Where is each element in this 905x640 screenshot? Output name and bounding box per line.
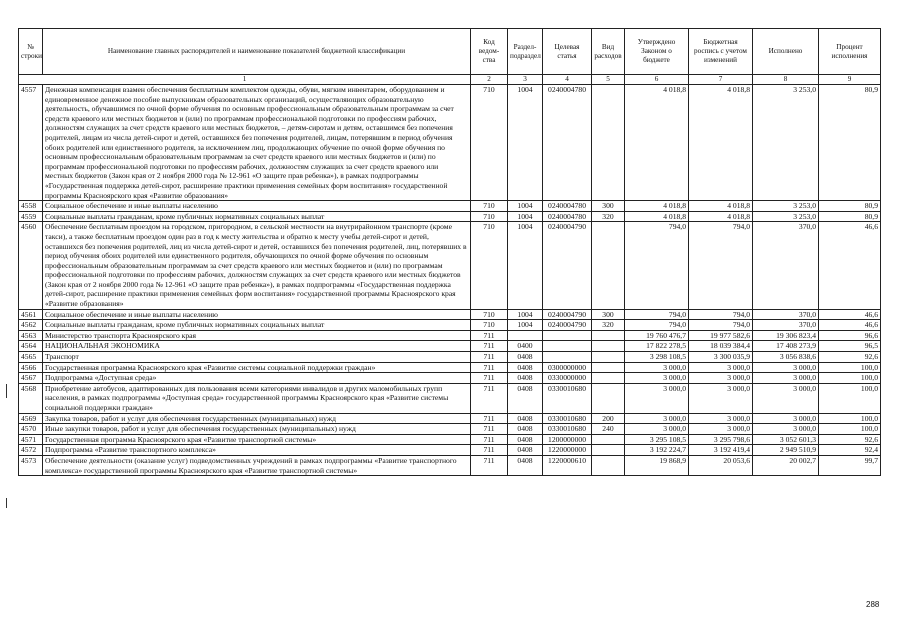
budget-execution-table: [18, 28, 881, 476]
table-row: [19, 362, 881, 373]
table-row: [19, 352, 881, 363]
approved-amount: 794,0: [625, 222, 689, 309]
table-row: [19, 320, 881, 331]
table-row: [19, 330, 881, 341]
dept-code: 711: [471, 424, 508, 435]
target-code: [543, 330, 592, 341]
binding-mark: [6, 384, 7, 398]
target-code: 0300000000: [543, 362, 592, 373]
column-number: 5: [592, 75, 625, 85]
column-number: 8: [753, 75, 819, 85]
header-section: Раздел-подраздел: [508, 29, 543, 75]
budget-list-amount: 3 300 035,9: [689, 352, 753, 363]
dept-code: 710: [471, 320, 508, 331]
table-row: [19, 424, 881, 435]
header-budget-list: Бюджетная роспись с учетом изменений: [689, 29, 753, 75]
approved-amount: 19 868,9: [625, 455, 689, 475]
section-code: 1004: [508, 211, 543, 222]
dept-code: 710: [471, 211, 508, 222]
row-number: 4557: [19, 85, 43, 201]
execution-percent: 100,0: [819, 373, 881, 384]
budget-list-amount: 3 000,0: [689, 413, 753, 424]
execution-percent: 100,0: [819, 383, 881, 413]
row-name: Транспорт: [43, 352, 471, 363]
execution-percent: 100,0: [819, 362, 881, 373]
expense-type-code: [592, 222, 625, 309]
target-code: 0240004780: [543, 85, 592, 201]
target-code: [543, 341, 592, 352]
expense-type-code: [592, 362, 625, 373]
row-number: 4565: [19, 352, 43, 363]
table-row: [19, 201, 881, 212]
row-number: 4566: [19, 362, 43, 373]
dept-code: 711: [471, 455, 508, 475]
section-code: 0408: [508, 373, 543, 384]
budget-list-amount: 4 018,8: [689, 211, 753, 222]
execution-percent: 100,0: [819, 424, 881, 435]
approved-amount: 3 000,0: [625, 383, 689, 413]
expense-type-code: [592, 455, 625, 475]
target-code: 0240004790: [543, 320, 592, 331]
row-number: 4558: [19, 201, 43, 212]
approved-amount: 17 822 278,5: [625, 341, 689, 352]
budget-list-amount: 19 977 582,6: [689, 330, 753, 341]
executed-amount: 3 253,0: [753, 211, 819, 222]
row-name: Иные закупки товаров, работ и услуг для обеспечения государственных (муниципальных) нужд: [43, 424, 471, 435]
budget-list-amount: 3 000,0: [689, 373, 753, 384]
dept-code: 711: [471, 341, 508, 352]
row-name: Социальные выплаты гражданам, кроме публичных нормативных социальных выплат: [43, 320, 471, 331]
approved-amount: 3 000,0: [625, 413, 689, 424]
row-number: 4572: [19, 445, 43, 456]
header-executed: Исполнено: [753, 29, 819, 75]
header-target-item: Целевая статья: [543, 29, 592, 75]
row-number: 4563: [19, 330, 43, 341]
row-name: НАЦИОНАЛЬНАЯ ЭКОНОМИКА: [43, 341, 471, 352]
execution-percent: 92,6: [819, 352, 881, 363]
section-code: 1004: [508, 320, 543, 331]
row-number: 4570: [19, 424, 43, 435]
table-row: [19, 413, 881, 424]
row-name: Подпрограмма «Доступная среда»: [43, 373, 471, 384]
target-code: 0240004780: [543, 201, 592, 212]
row-name: Приобретение автобусов, адаптированных для пользования всеми категориями инвалидов и других маломобильных групп населения, в рамках подпрограммы «Доступная среда» государственной программы Красноярского края «Развитие системы социальной поддержки граждан»: [43, 383, 471, 413]
table-row: [19, 85, 881, 201]
row-name: Министерство транспорта Красноярского края: [43, 330, 471, 341]
dept-code: 710: [471, 201, 508, 212]
execution-percent: 46,6: [819, 309, 881, 320]
table-row: [19, 445, 881, 456]
row-number: 4560: [19, 222, 43, 309]
target-code: 1200000000: [543, 434, 592, 445]
row-name: Социальное обеспечение и иные выплаты населению: [43, 309, 471, 320]
expense-type-code: [592, 85, 625, 201]
executed-amount: 3 000,0: [753, 424, 819, 435]
row-name: Денежная компенсация взамен обеспечения бесплатным комплектом одежды, обуви, мягким инвентарем, оборудованием и единовременное денежное пособие выпускникам образовательных организаций, осуществляющих образовательную деятельность, обучавшимся по очной форме обучения по основным профессиональным образовательным программам за счет средств краевого или местных бюджетов и (или) по программам профессиональной подготовки по профессиям рабочих, должностям служащих за счет средств краевого или местных бюджетов, – детям-сиротам и детям, оставшимся без попечения родителей, лицам из числа детей-сирот и детей, оставшихся без попечения родителей, лицам, потерявшим в период обучения обоих родителей или единственного родителя, за исключением лиц, продолжающих обучение по очной форме обучения по основным профессиональным образовательным программам за счет средств краевого или местных бюджетов и (или) по программам профессиональной подготовки по профессиям рабочих, должностям служащих за счет средств краевого или местных бюджетов (Закон края от 2 ноября 2000 года № 12-961 «О защите прав ребенка»), в рамках подпрограммы «Государственная поддержка детей-сирот, расширение практики применения семейных форм воспитания» государственной программы Красноярского края «Развитие образования»: [43, 85, 471, 201]
approved-amount: 3 295 108,5: [625, 434, 689, 445]
budget-list-amount: 794,0: [689, 222, 753, 309]
header-dept-code: Код ведом-ства: [471, 29, 508, 75]
row-number: 4571: [19, 434, 43, 445]
execution-percent: 99,7: [819, 455, 881, 475]
expense-type-code: [592, 341, 625, 352]
approved-amount: 3 298 108,5: [625, 352, 689, 363]
executed-amount: 3 253,0: [753, 201, 819, 212]
dept-code: 711: [471, 445, 508, 456]
executed-amount: 2 949 510,9: [753, 445, 819, 456]
column-number-row: [19, 75, 881, 85]
section-code: 0408: [508, 424, 543, 435]
section-code: 0408: [508, 352, 543, 363]
dept-code: 711: [471, 373, 508, 384]
column-number: 6: [625, 75, 689, 85]
budget-list-amount: 3 000,0: [689, 362, 753, 373]
expense-type-code: 320: [592, 320, 625, 331]
executed-amount: 370,0: [753, 309, 819, 320]
header-row-number: № строки: [19, 29, 43, 75]
section-code: 1004: [508, 309, 543, 320]
section-code: 1004: [508, 222, 543, 309]
approved-amount: 3 000,0: [625, 373, 689, 384]
expense-type-code: [592, 445, 625, 456]
row-number: 4559: [19, 211, 43, 222]
executed-amount: 3 056 838,6: [753, 352, 819, 363]
budget-list-amount: 3 000,0: [689, 383, 753, 413]
dept-code: 711: [471, 362, 508, 373]
target-code: 0330010680: [543, 413, 592, 424]
table-row: [19, 383, 881, 413]
table-row: [19, 434, 881, 445]
executed-amount: 20 002,7: [753, 455, 819, 475]
expense-type-code: [592, 383, 625, 413]
row-name: Обеспечение деятельности (оказание услуг) подведомственных учреждений в рамках подпрограммы «Развитие транспортного комплекса» государственной программы Красноярского края «Развитие транспортной системы»: [43, 455, 471, 475]
dept-code: 711: [471, 434, 508, 445]
table-row: [19, 341, 881, 352]
executed-amount: 3 000,0: [753, 373, 819, 384]
row-name: Государственная программа Красноярского края «Развитие системы социальной поддержки граждан»: [43, 362, 471, 373]
table-row: [19, 455, 881, 475]
target-code: 0330000000: [543, 373, 592, 384]
executed-amount: 17 408 273,9: [753, 341, 819, 352]
budget-list-amount: 4 018,8: [689, 201, 753, 212]
dept-code: 711: [471, 330, 508, 341]
execution-percent: 96,5: [819, 341, 881, 352]
execution-percent: 96,6: [819, 330, 881, 341]
executed-amount: 3 253,0: [753, 85, 819, 201]
approved-amount: 4 018,8: [625, 85, 689, 201]
execution-percent: 100,0: [819, 413, 881, 424]
executed-amount: 3 000,0: [753, 362, 819, 373]
expense-type-code: 200: [592, 413, 625, 424]
target-code: 1220000000: [543, 445, 592, 456]
target-code: 1220000610: [543, 455, 592, 475]
budget-list-amount: 18 039 384,4: [689, 341, 753, 352]
table-row: [19, 211, 881, 222]
budget-list-amount: 20 053,6: [689, 455, 753, 475]
target-code: 0240004790: [543, 222, 592, 309]
approved-amount: 794,0: [625, 309, 689, 320]
expense-type-code: [592, 330, 625, 341]
target-code: 0240004780: [543, 211, 592, 222]
column-number: 4: [543, 75, 592, 85]
execution-percent: 46,6: [819, 222, 881, 309]
execution-percent: 92,6: [819, 434, 881, 445]
row-number: 4568: [19, 383, 43, 413]
budget-list-amount: 794,0: [689, 309, 753, 320]
expense-type-code: 320: [592, 211, 625, 222]
row-number: 4564: [19, 341, 43, 352]
row-number: 4562: [19, 320, 43, 331]
executed-amount: 370,0: [753, 222, 819, 309]
executed-amount: 3 000,0: [753, 413, 819, 424]
table-header-row: [19, 29, 881, 75]
target-code: 0330010680: [543, 383, 592, 413]
section-code: [508, 330, 543, 341]
dept-code: 711: [471, 413, 508, 424]
row-number: 4561: [19, 309, 43, 320]
column-number: 1: [19, 75, 471, 85]
section-code: 0408: [508, 413, 543, 424]
header-expense-type: Вид расходов: [592, 29, 625, 75]
budget-list-amount: 4 018,8: [689, 85, 753, 201]
expense-type-code: 240: [592, 424, 625, 435]
section-code: 0408: [508, 383, 543, 413]
dept-code: 711: [471, 352, 508, 363]
page-number: 288: [866, 600, 880, 609]
expense-type-code: 300: [592, 309, 625, 320]
section-code: 0408: [508, 455, 543, 475]
target-code: [543, 352, 592, 363]
row-name: Закупка товаров, работ и услуг для обеспечения государственных (муниципальных) нужд: [43, 413, 471, 424]
header-name: Наименование главных распорядителей и наименование показателей бюджетной классификации: [43, 29, 471, 75]
target-code: 0330010680: [543, 424, 592, 435]
row-name: Социальные выплаты гражданам, кроме публичных нормативных социальных выплат: [43, 211, 471, 222]
execution-percent: 80,9: [819, 201, 881, 212]
header-approved: Утверждено Законом о бюджете: [625, 29, 689, 75]
column-number: 3: [508, 75, 543, 85]
section-code: 0400: [508, 341, 543, 352]
approved-amount: 794,0: [625, 320, 689, 331]
row-name: Социальное обеспечение и иные выплаты населению: [43, 201, 471, 212]
target-code: 0240004790: [543, 309, 592, 320]
executed-amount: 19 306 823,4: [753, 330, 819, 341]
column-number: 7: [689, 75, 753, 85]
expense-type-code: [592, 373, 625, 384]
budget-list-amount: 3 295 798,6: [689, 434, 753, 445]
expense-type-code: [592, 434, 625, 445]
column-number: 2: [471, 75, 508, 85]
dept-code: 710: [471, 85, 508, 201]
section-code: 1004: [508, 201, 543, 212]
header-percent: Процент исполнения: [819, 29, 881, 75]
row-name: Государственная программа Красноярского края «Развитие транспортной системы»: [43, 434, 471, 445]
approved-amount: 19 760 476,7: [625, 330, 689, 341]
row-number: 4567: [19, 373, 43, 384]
executed-amount: 3 000,0: [753, 383, 819, 413]
budget-list-amount: 3 000,0: [689, 424, 753, 435]
execution-percent: 46,6: [819, 320, 881, 331]
approved-amount: 4 018,8: [625, 211, 689, 222]
executed-amount: 370,0: [753, 320, 819, 331]
budget-list-amount: 794,0: [689, 320, 753, 331]
executed-amount: 3 052 601,3: [753, 434, 819, 445]
expense-type-code: 300: [592, 201, 625, 212]
column-number: 9: [819, 75, 881, 85]
table-row: [19, 373, 881, 384]
approved-amount: 3 000,0: [625, 424, 689, 435]
binding-mark: [6, 498, 7, 508]
row-name: Обеспечение бесплатным проездом на городском, пригородном, в сельской местности на внутрирайонном транспорте (кроме такси), а также бесплатным проездом один раз в год к месту жительства и обратно к месту учебы детей-сирот и детей, оставшихся без попечения родителей, лиц из числа детей-сирот и детей, оставшихся без попечения родителей, лиц, потерявших в период обучения обоих родителей или единственного родителя, обучающихся по очной форме обучения по основным профессиональным образовательным программам за счет средств краевого или местных бюджетов и (или) по программам профессиональной подготовки по профессиям рабочих, должностям служащих за счет средств краевого или местных бюджетов (Закон края от 2 ноября 2000 года № 12-961 «О защите прав ребенка»), в рамках подпрограммы «Государственная поддержка детей-сирот, расширение практики применения семейных форм воспитания» государственной программы Красноярского края «Развитие образования»: [43, 222, 471, 309]
table-row: [19, 222, 881, 309]
section-code: 1004: [508, 85, 543, 201]
execution-percent: 80,9: [819, 211, 881, 222]
approved-amount: 3 000,0: [625, 362, 689, 373]
section-code: 0408: [508, 445, 543, 456]
section-code: 0408: [508, 362, 543, 373]
section-code: 0408: [508, 434, 543, 445]
execution-percent: 92,4: [819, 445, 881, 456]
row-number: 4569: [19, 413, 43, 424]
row-number: 4573: [19, 455, 43, 475]
approved-amount: 3 192 224,7: [625, 445, 689, 456]
approved-amount: 4 018,8: [625, 201, 689, 212]
expense-type-code: [592, 352, 625, 363]
table-row: [19, 309, 881, 320]
row-name: Подпрограмма «Развитие транспортного комплекса»: [43, 445, 471, 456]
dept-code: 710: [471, 222, 508, 309]
dept-code: 711: [471, 383, 508, 413]
execution-percent: 80,9: [819, 85, 881, 201]
dept-code: 710: [471, 309, 508, 320]
budget-list-amount: 3 192 419,4: [689, 445, 753, 456]
